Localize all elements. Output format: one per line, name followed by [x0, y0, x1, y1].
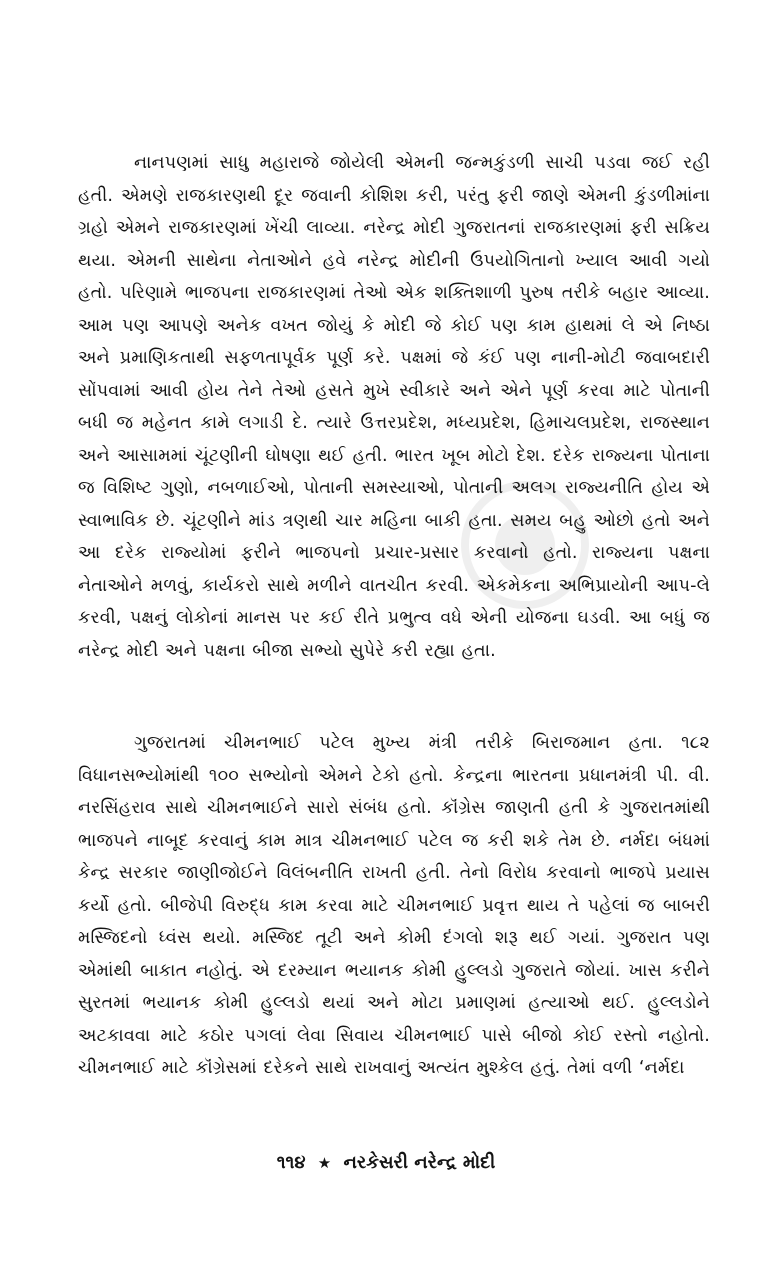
page-footer	[0, 1150, 772, 1176]
book-title: નરકેસરી નરેન્દ્ર મોદી	[343, 1152, 496, 1173]
body-paragraph-2: ગુજરાતમાં ચીમનભાઈ પટેલ મુખ્ય મંત્રી તરીકે બિરાજમાન હતા. ૧૮૨ વિધાનસભ્યોમાંથી ૧૦૦ સભ્યોનો એમને ટેકો હતો. કેન્દ્રના ભારતના પ્રધાનમંત્રી પી. વી. નરસિંહરાવ સાથે ચીમનભાઈને સારો સંબંધ હતો. કૉંગ્રેસ જાણતી હતી કે ગુજરાતમાંથી ભાજપને નાબૂદ કરવાનું કામ માત્ર ચીમનભાઈ પટેલ જ કરી શકે તેમ છે. નર્મદા બંધમાં કેન્દ્ર સરકાર જાણીજોઈને વિલંબનીતિ રાખતી હતી. તેનો વિરોધ કરવાનો ભાજપે પ્રયાસ કર્યો હતો. બીજેપી વિરુદ્ધ કામ કરવા માટે ચીમનભાઈ પ્રવૃત્ત થાય તે પહેલાં જ બાબરી મસ્જિદનો ધ્વંસ થયો. મસ્જિદ તૂટી અને કોમી દંગલો શરૂ થઈ ગયાં. ગુજરાત પણ એમાંથી બાકાત નહોતું. એ દરમ્યાન ભયાનક કોમી હુલ્લડો ગુજરાતે જોયાં. ખાસ કરીને સુરતમાં ભયાનક કોમી હુલ્લડો થયાં અને મોટા પ્રમાણમાં હત્યાઓ થઈ. હુલ્લડોને અટકાવવા માટે કઠોર પગલાં લેવા સિવાય ચીમનભાઈ પાસે બીજો કોઈ રસ્તો નહોતો. ચીમનભાઈ માટે કૉંગ્રેસમાં દરેકને સાથે રાખવાનું અત્યંત મુશ્કેલ હતું. તેમાં વળી ‘નર્મદા	[78, 733, 710, 1078]
page-number: ૧૧૪	[276, 1152, 306, 1173]
body-paragraph-1: નાનપણમાં સાધુ મહારાજે જોયેલી એમની જન્મકુંડળી સાચી પડવા જઈ રહી હતી. એમણે રાજકારણથી દૂર જવાની કોશિશ કરી, પરંતુ ફરી જાણે એમની કુંડળીમાંના ગ્રહો એમને રાજકારણમાં ખેંચી લાવ્યા. નરેન્દ્ર મોદી ગુજરાતનાં રાજકારણમાં ફરી સક્રિય થયા. એમની સાથેના નેતાઓને હવે નરેન્દ્ર મોદીની ઉપયોગિતાનો ખ્યાલ આવી ગયો હતો. પરિણામે ભાજપના રાજકારણમાં તેઓ એક શક્તિશાળી પુરુષ તરીકે બહાર આવ્યા. આમ પણ આપણે અનેક વખત જોયું કે મોદી જે કોઈ પણ કામ હાથમાં લે એ નિષ્ઠા અને પ્રમાણિકતાથી સફળતાપૂર્વક પૂર્ણ કરે. પક્ષમાં જે કંઈ પણ નાની-મોટી જવાબદારી સોંપવામાં આવી હોય તેને તેઓ હસતે મુખે સ્વીકારે અને એને પૂર્ણ કરવા માટે પોતાની બધી જ મહેનત કામે લગાડી દે. ત્યારે ઉત્તરપ્રદેશ, મધ્યપ્રદેશ, હિમાચલપ્રદેશ, રાજસ્થાન અને આસામમાં ચૂંટણીની ઘોષણા થઈ હતી. ભારત ખૂબ મોટો દેશ. દરેક રાજ્યના પોતાના જ વિશિષ્ટ ગુણો, નબળાઈઓ, પોતાની સમસ્યાઓ, પોતાની અલગ રાજ્યનીતિ હોય એ સ્વાભાવિક છે. ચૂંટણીને માંડ ત્રણથી ચાર મહિના બાકી હતા. સમય બહુ ઓછો હતો અને આ દરેક રાજ્યોમાં ફરીને ભાજપનો પ્રચાર-પ્રસાર કરવાનો હતો. રાજ્યના પક્ષના નેતાઓને મળવું, કાર્યકરો સાથે મળીને વાતચીત કરવી. એકમેકના અભિપ્રાયોની આપ-લે કરવી, પક્ષનું લોકોનાં માનસ પર કઈ રીતે પ્રભુત્વ વધે એની યોજના ઘડવી. આ બધું જ નરેન્દ્ર મોદી અને પક્ષના બીજા સભ્યો સુપેરે કરી રહ્યા હતા.	[78, 153, 710, 661]
star-separator-icon: ★	[317, 1154, 332, 1172]
